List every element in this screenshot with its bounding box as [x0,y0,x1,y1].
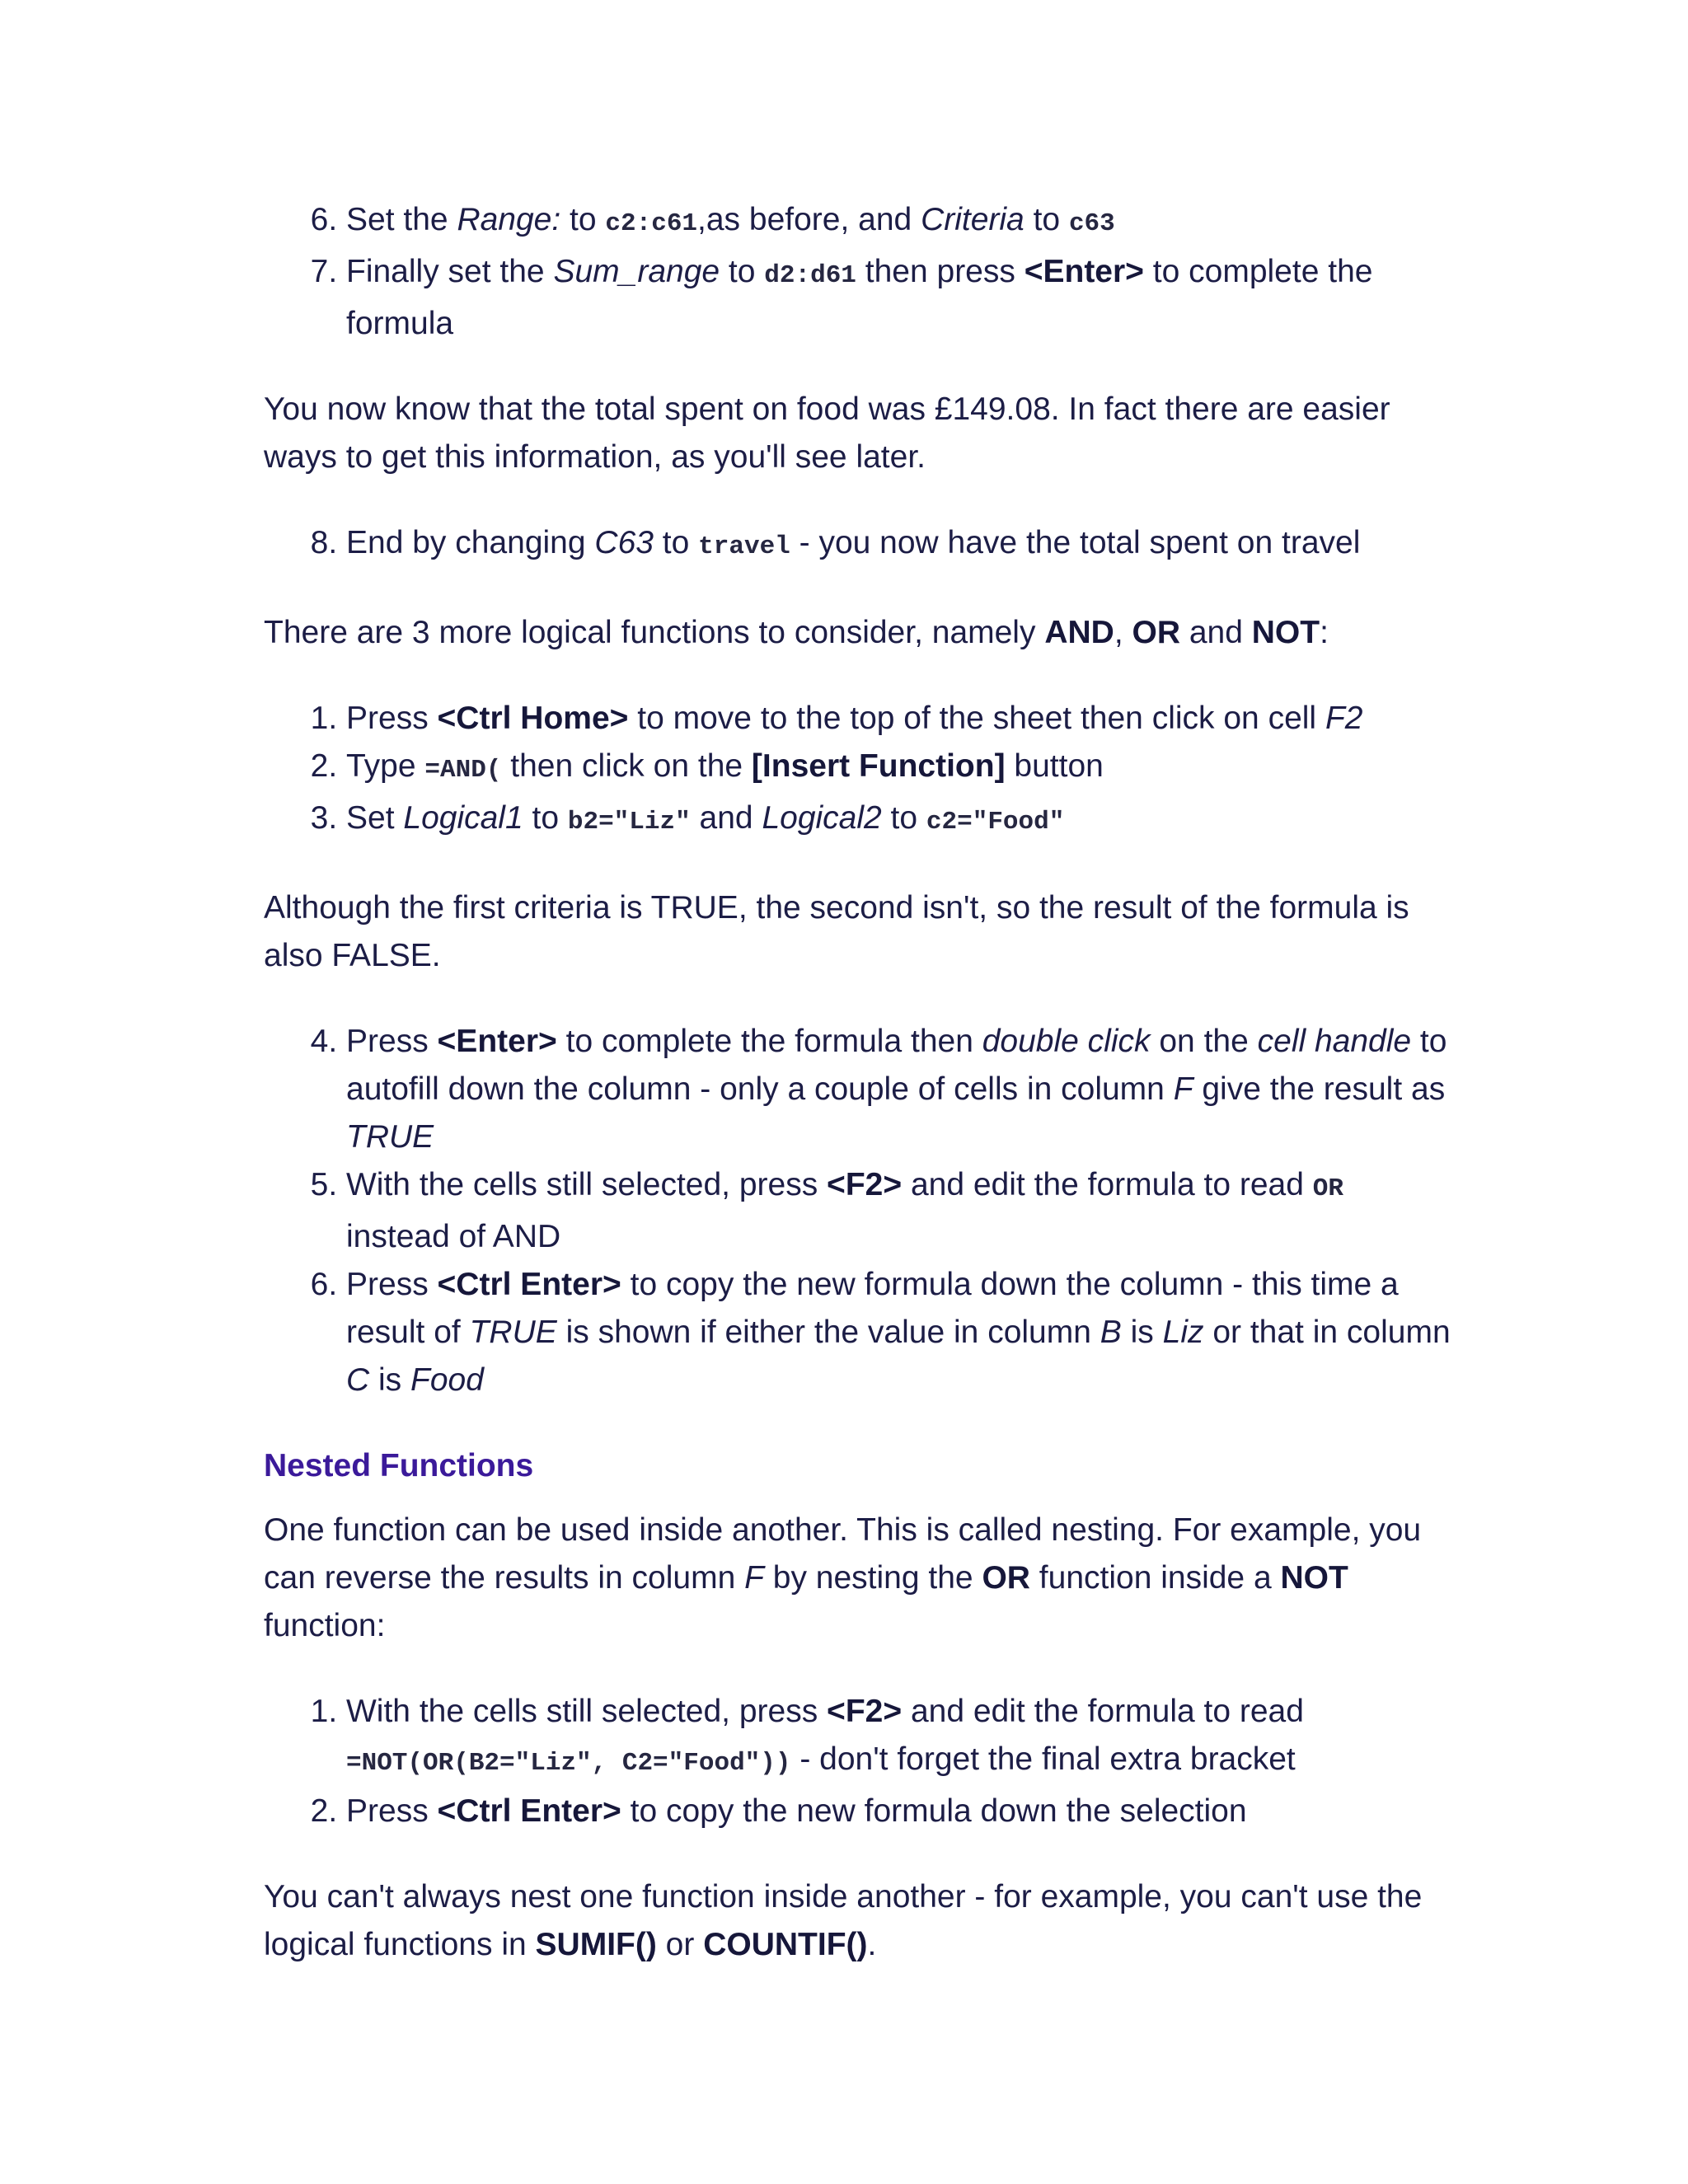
paragraph-nesting: One function can be used inside another. This is called nesting. For example, you can reverse the results in column F by nesting the OR function inside a NOT function: [264,1512,1422,1643]
list-item: 6. Set the Range: to c2:c61,as before, and Criteria to c63 [346,196,1451,248]
section-heading-nested-functions: Nested Functions [264,1448,534,1483]
steps-list-or [264,1018,1451,1404]
steps-list-and [264,695,1451,846]
list-item: 5. With the cells still selected, press <F2> and edit the formula to read OR instead of AND [346,1161,1451,1261]
list-item: 3. Set Logical1 to b2="Liz" and Logical2 to c2="Food" [346,794,1451,846]
list-item: 4. Press <Enter> to complete the formula then double click on the cell handle to autofill down the column - only a couple of cells in column F give the result as TRUE [346,1018,1451,1161]
document-content [264,196,1451,1969]
paragraph-food-total: You now know that the total spent on food was £149.08. In fact there are easier ways to get this information, as you'll see later. [264,391,1390,475]
list-item: 7. Finally set the Sum_range to d2:d61 then press <Enter> to complete the formula [346,248,1451,348]
paragraph-and-result: Although the first criteria is TRUE, the second isn't, so the result of the formula is also FALSE. [264,890,1409,973]
steps-list-nested [264,1688,1451,1835]
list-item: 2. Press <Ctrl Enter> to copy the new formula down the selection [346,1788,1451,1835]
list-item: 8. End by changing C63 to travel - you now have the total spent on travel [346,519,1451,571]
list-item: 1. Press <Ctrl Home> to move to the top of the sheet then click on cell F2 [346,695,1451,743]
paragraph-nesting-limits: You can't always nest one function inside another - for example, you can't use the logical functions in SUMIF() or COUNTIF(). [264,1879,1423,1962]
steps-list-travel [264,519,1451,571]
list-item: 2. Type =AND( then click on the [Insert Function] button [346,743,1451,794]
paragraph-logical-functions: There are 3 more logical functions to consider, namely AND, OR and NOT: [264,615,1329,650]
list-item: 1. With the cells still selected, press <F2> and edit the formula to read =NOT(OR(B2="Liz", C2="Food")) - don't forget the final extra bracket [346,1688,1451,1788]
list-item: 6. Press <Ctrl Enter> to copy the new formula down the column - this time a result of TRUE is shown if either the value in column B is Liz or that in column C is Food [346,1261,1451,1404]
steps-list-sumif [264,196,1451,348]
